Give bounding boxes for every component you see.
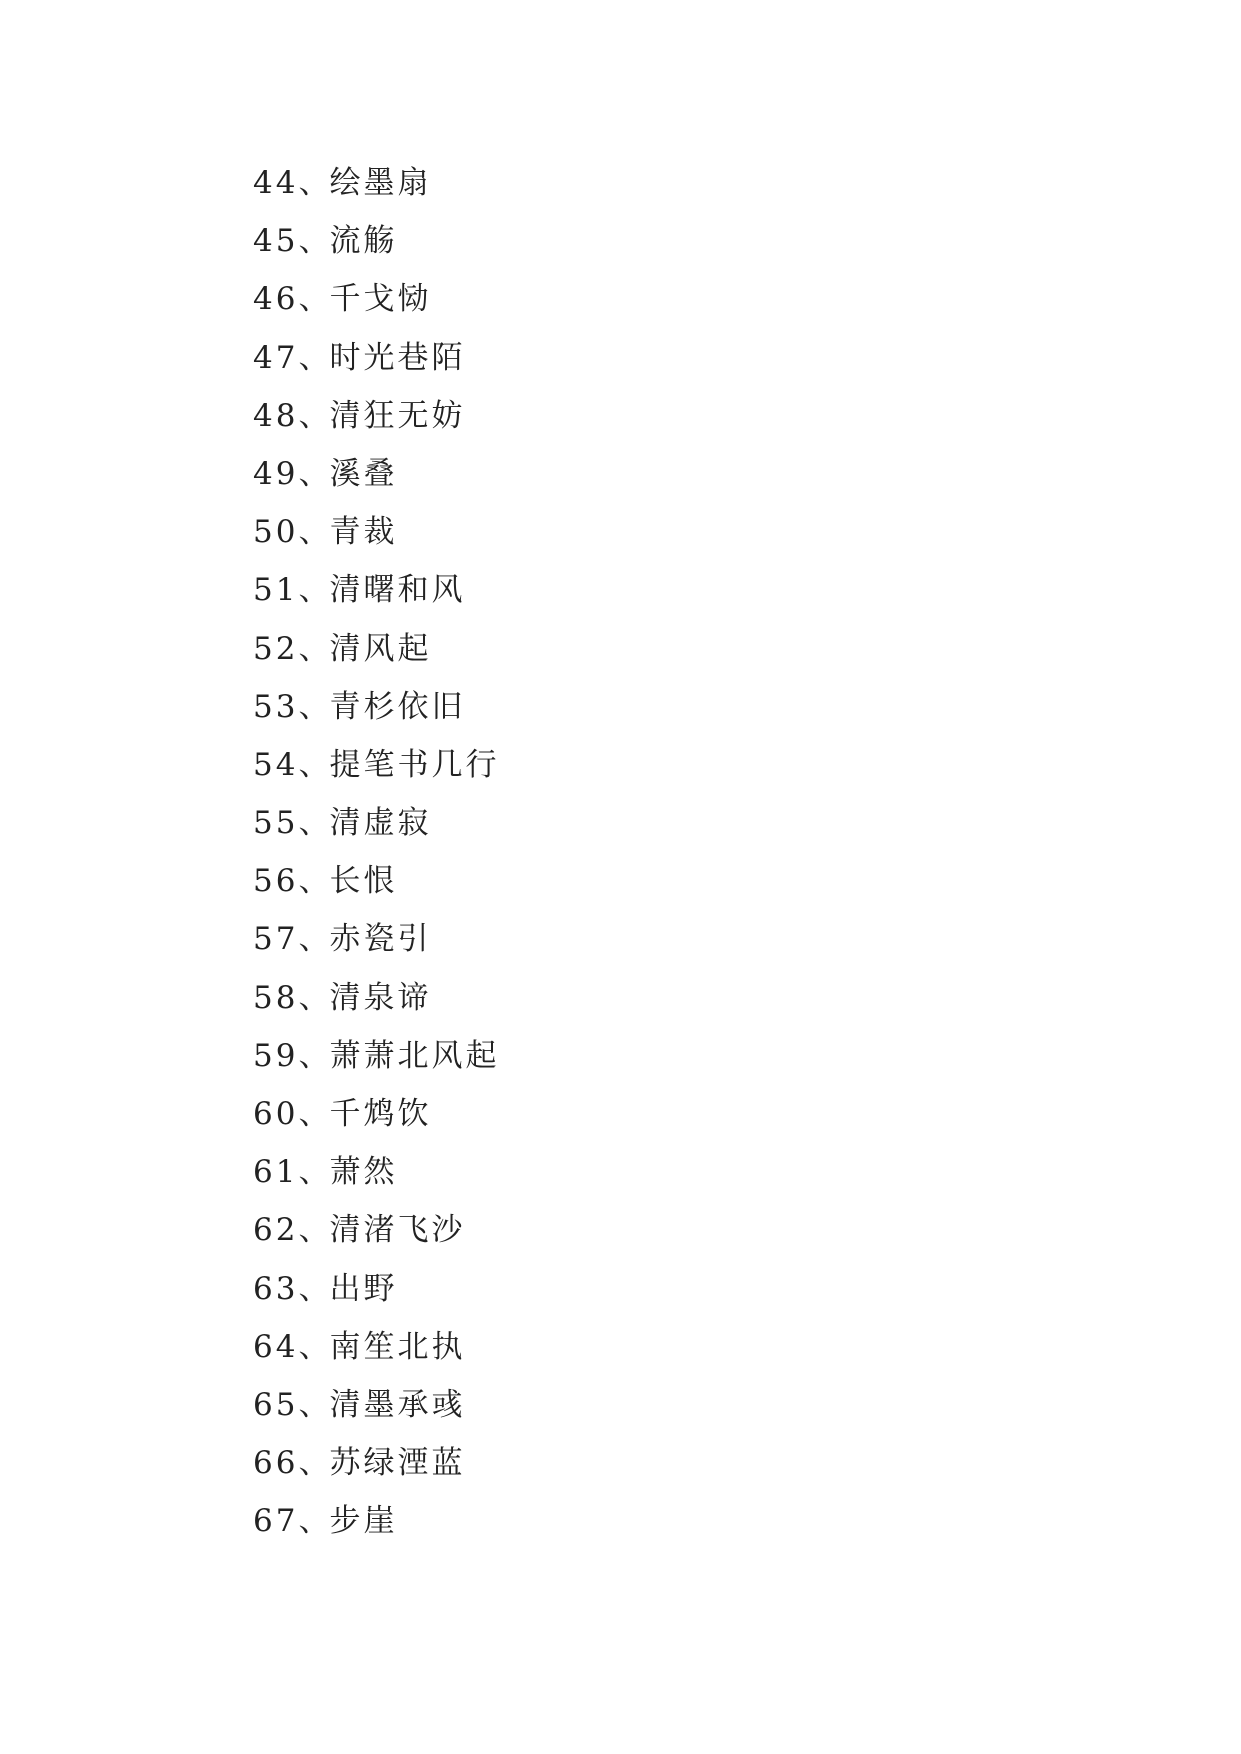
list-item xyxy=(253,678,499,736)
item-separator: 、 xyxy=(298,1270,330,1307)
list-item xyxy=(253,1492,499,1550)
item-name: 出野 xyxy=(329,1270,398,1307)
item-separator: 、 xyxy=(298,281,330,318)
item-separator: 、 xyxy=(298,1037,330,1074)
item-separator: 、 xyxy=(298,572,330,609)
item-separator: 、 xyxy=(298,223,330,260)
item-name: 提笔书几行 xyxy=(329,746,500,783)
item-number: 59 xyxy=(253,1037,299,1074)
item-name: 青杉依旧 xyxy=(329,688,466,725)
item-name: 青裁 xyxy=(329,514,398,551)
item-number: 65 xyxy=(253,1386,299,1423)
item-separator: 、 xyxy=(298,1328,330,1365)
item-name: 清风起 xyxy=(329,630,432,667)
list-item xyxy=(253,910,499,968)
list-item xyxy=(253,1085,499,1143)
item-number: 58 xyxy=(253,979,299,1016)
item-name: 溪叠 xyxy=(329,455,398,492)
item-name: 萧萧北风起 xyxy=(329,1037,500,1074)
item-number: 47 xyxy=(253,339,299,376)
list-item xyxy=(253,1434,499,1492)
item-name: 清墨承彧 xyxy=(329,1386,466,1423)
item-name: 清虚寂 xyxy=(329,805,432,842)
item-number: 62 xyxy=(253,1212,299,1249)
list-item xyxy=(253,852,499,910)
item-separator: 、 xyxy=(298,1386,330,1423)
item-name: 清曙和风 xyxy=(329,572,466,609)
list-item xyxy=(253,1201,499,1259)
item-number: 51 xyxy=(253,572,299,609)
list-item xyxy=(253,1318,499,1376)
list-item xyxy=(253,387,499,445)
list-item xyxy=(253,212,499,270)
list-item xyxy=(253,561,499,619)
item-separator: 、 xyxy=(298,863,330,900)
item-number: 45 xyxy=(253,223,299,260)
item-separator: 、 xyxy=(298,1503,330,1540)
item-name: 萧然 xyxy=(329,1154,398,1191)
item-name: 千鸩饮 xyxy=(329,1096,432,1132)
list-item xyxy=(253,270,499,328)
item-number: 54 xyxy=(253,746,299,783)
list-item xyxy=(253,620,499,678)
item-number: 56 xyxy=(253,863,299,900)
item-separator: 、 xyxy=(298,630,330,667)
item-separator: 、 xyxy=(298,1154,330,1191)
list-item xyxy=(253,445,499,503)
list-item xyxy=(253,1027,499,1085)
item-separator: 、 xyxy=(298,165,330,201)
list-item xyxy=(253,969,499,1027)
item-number: 55 xyxy=(253,805,299,842)
item-separator: 、 xyxy=(298,979,330,1016)
item-name: 清渚飞沙 xyxy=(329,1212,466,1249)
item-number: 48 xyxy=(253,397,299,434)
list-item xyxy=(253,1143,499,1201)
item-number: 67 xyxy=(253,1503,299,1540)
item-number: 66 xyxy=(253,1445,299,1482)
item-separator: 、 xyxy=(298,455,330,492)
item-separator: 、 xyxy=(298,1096,330,1132)
list-item xyxy=(253,794,499,852)
item-name: 步崖 xyxy=(329,1503,398,1540)
item-name: 苏绿湮蓝 xyxy=(329,1445,466,1482)
list-item xyxy=(253,1260,499,1318)
item-separator: 、 xyxy=(298,397,330,434)
name-list xyxy=(253,154,499,1551)
item-number: 60 xyxy=(253,1096,299,1132)
item-name: 时光巷陌 xyxy=(329,339,466,376)
item-number: 64 xyxy=(253,1328,299,1365)
item-name: 赤瓷引 xyxy=(329,921,432,958)
item-separator: 、 xyxy=(298,1212,330,1249)
item-name: 南笙北执 xyxy=(329,1328,466,1365)
item-separator: 、 xyxy=(298,514,330,551)
item-number: 57 xyxy=(253,921,299,958)
list-item xyxy=(253,329,499,387)
item-separator: 、 xyxy=(298,1445,330,1482)
item-separator: 、 xyxy=(298,688,330,725)
item-number: 53 xyxy=(253,688,299,725)
item-separator: 、 xyxy=(298,921,330,958)
list-item xyxy=(253,154,499,212)
item-number: 44 xyxy=(253,165,299,201)
item-separator: 、 xyxy=(298,746,330,783)
item-number: 49 xyxy=(253,455,299,492)
item-name: 千戈恸 xyxy=(329,281,432,318)
item-number: 46 xyxy=(253,281,299,318)
list-item xyxy=(253,1376,499,1434)
item-separator: 、 xyxy=(298,805,330,842)
item-number: 61 xyxy=(253,1154,299,1191)
list-item xyxy=(253,736,499,794)
item-separator: 、 xyxy=(298,339,330,376)
item-name: 流觞 xyxy=(329,223,398,260)
item-number: 50 xyxy=(253,514,299,551)
item-name: 清狂无妨 xyxy=(329,397,466,434)
item-name: 绘墨扇 xyxy=(329,165,432,201)
item-number: 52 xyxy=(253,630,299,667)
list-item xyxy=(253,503,499,561)
item-number: 63 xyxy=(253,1270,299,1307)
item-name: 长恨 xyxy=(329,863,398,900)
item-name: 清泉谛 xyxy=(329,979,432,1016)
